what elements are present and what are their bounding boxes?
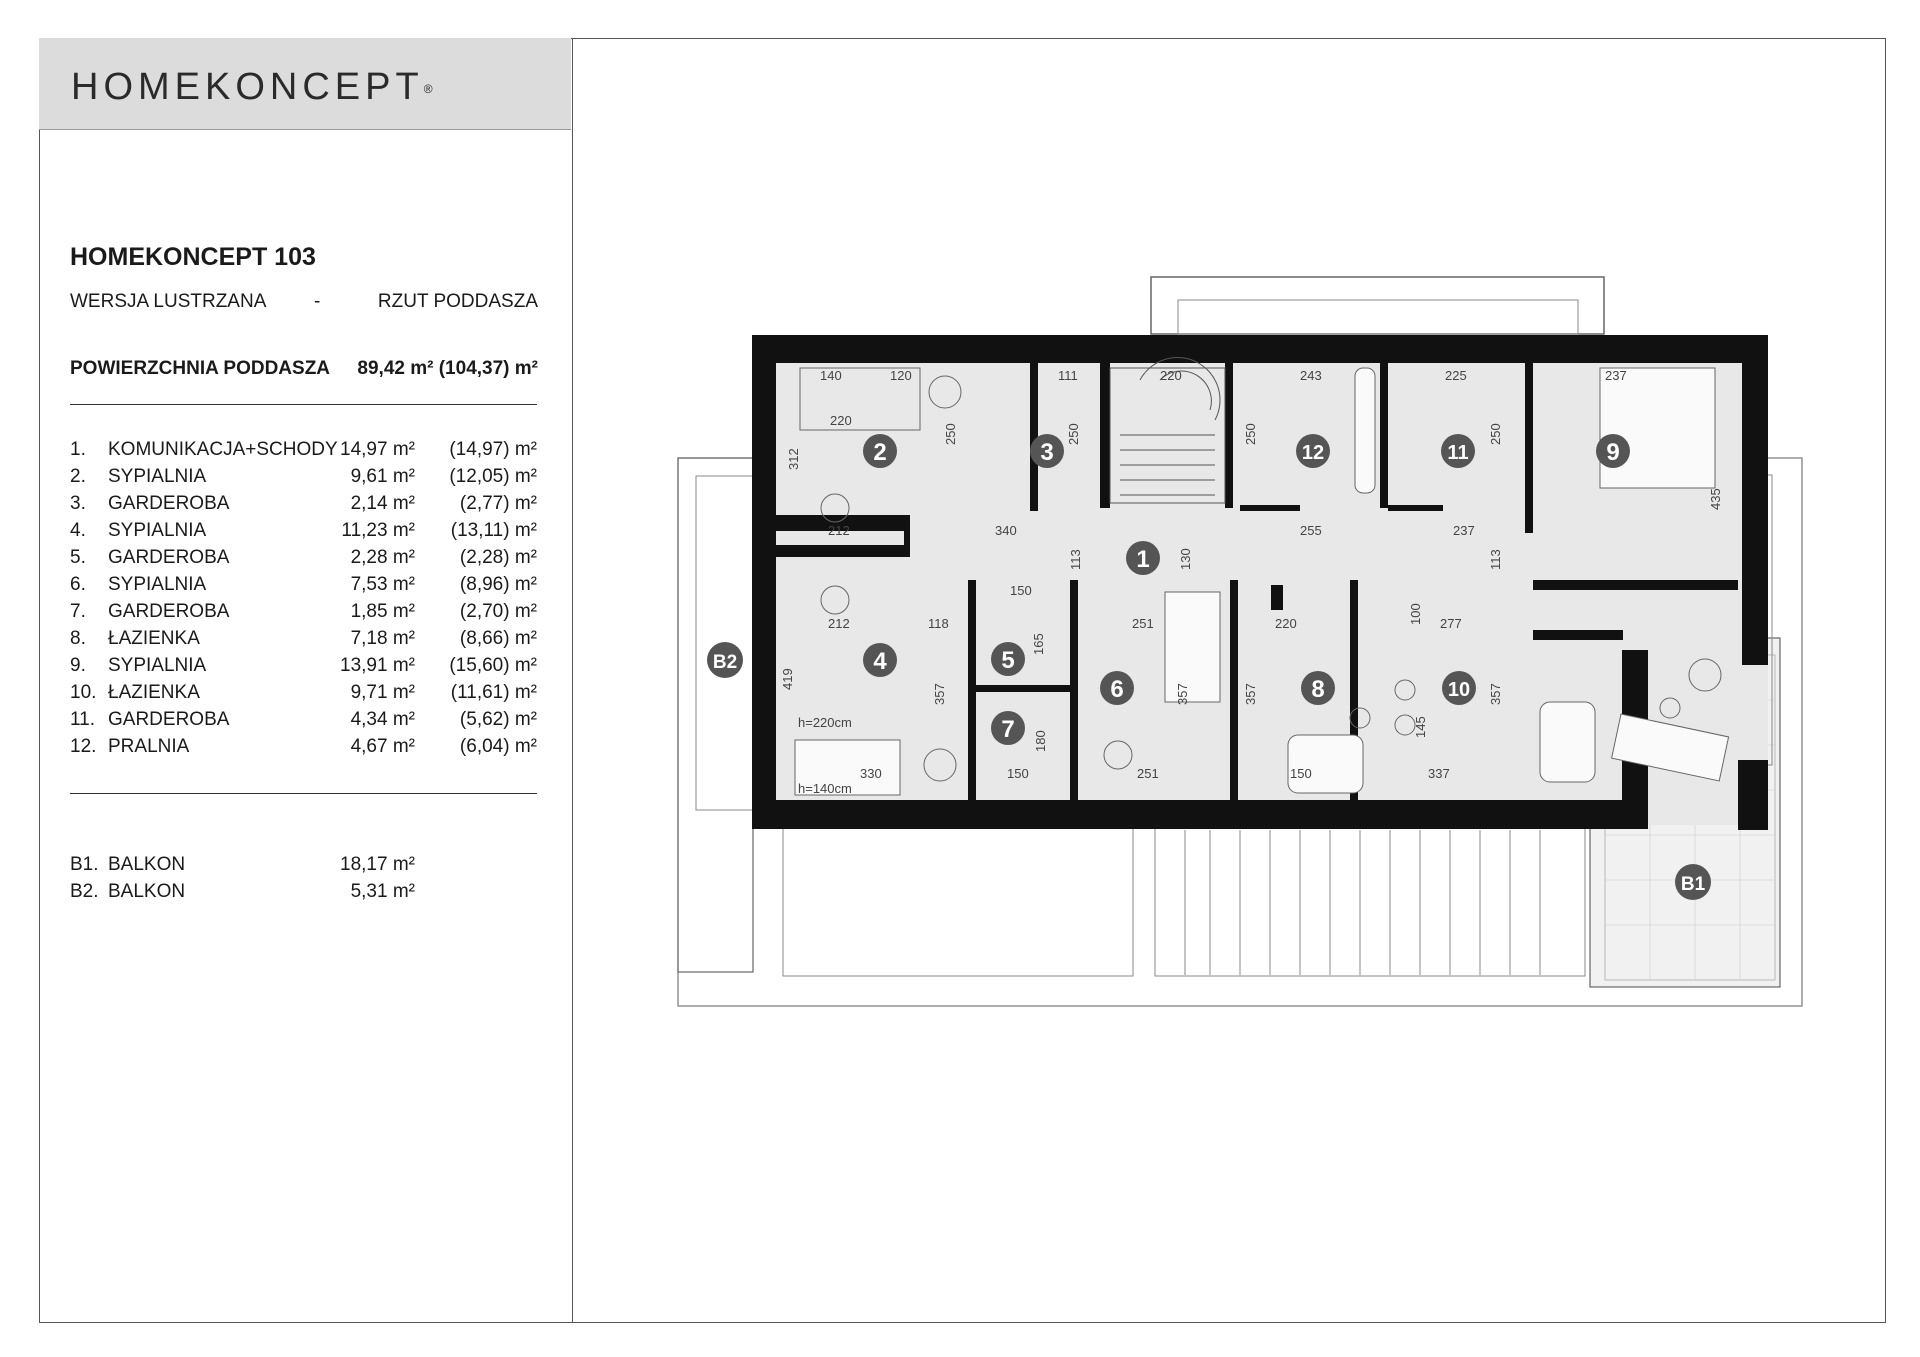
roof-outline-inner [1178,300,1578,334]
dim-label: 165 [1031,633,1046,655]
room-marker [1126,541,1160,575]
dim-label: 419 [780,668,795,690]
dim-label: 225 [1445,368,1467,383]
room-name: GARDEROBA [108,547,230,568]
dim-label: 251 [1137,766,1159,781]
room-name: SYPIALNIA [108,520,207,541]
dim-label: 251 [1132,616,1154,631]
dim-label: 340 [995,523,1017,538]
room-marker [863,434,897,468]
balcony-b2 [678,458,753,972]
balcony-name: BALKON [108,854,186,875]
dim-label: 130 [1178,548,1193,570]
room-marker-label: 6 [1110,676,1124,703]
project-title: HOMEKONCEPT 103 [70,243,316,271]
dim-label: 100 [1408,603,1423,625]
room-area-gross: (14,97) m² [449,439,537,460]
room-num: 3. [70,493,86,514]
dim-label: 212 [828,523,850,538]
balcony-marker [707,642,743,678]
dim-label: 150 [1007,766,1029,781]
dim-label: 180 [1033,730,1048,752]
room-area-gross: (8,96) m² [459,574,537,595]
room-area-gross: (12,05) m² [449,466,537,487]
dim-label: 150 [1290,766,1312,781]
balcony-area: 5,31 m² [350,881,415,902]
dim-label: 330 [860,766,882,781]
room-num: 9. [70,655,86,676]
room-marker [991,642,1025,676]
room-marker [991,711,1025,745]
room-num: 8. [70,628,86,649]
room-name: SYPIALNIA [108,655,207,676]
room-name: KOMUNIKACJA+SCHODY [108,439,338,460]
room-name: PRALNIA [108,736,190,757]
dim-label: h=140cm [798,781,852,796]
dim-label: 250 [1243,423,1258,445]
room-name: SYPIALNIA [108,574,207,595]
dim-label: 435 [1708,488,1723,510]
room-num: 12. [70,736,97,757]
room-area-gross: (15,60) m² [449,655,537,676]
room-area: 13,91 m² [340,655,415,676]
room-marker-label: 2 [873,439,887,466]
room-area: 11,23 m² [341,520,415,541]
room-marker [1030,434,1064,468]
room-marker-label: 1 [1136,546,1150,573]
balcony-num: B1. [70,854,99,875]
room-marker [1442,671,1476,705]
dim-label: 312 [786,448,801,470]
room-num: 4. [70,520,86,541]
room-num: 5. [70,547,86,568]
dim-label: 237 [1605,368,1627,383]
room-name: GARDEROBA [108,709,230,730]
dim-label: 150 [1010,583,1032,598]
dim-label: 220 [1275,616,1297,631]
room-area-gross: (11,61) m² [450,682,537,703]
room-area-gross: (6,04) m² [459,736,537,757]
room-marker-label: 12 [1301,442,1325,464]
dim-label: 113 [1488,549,1503,570]
room-name: SYPIALNIA [108,466,207,487]
version-label: WERSJA LUSTRZANA [70,291,267,312]
dim-label: 277 [1440,616,1462,631]
balcony-marker-label: B1 [1680,874,1706,895]
brand-logo-text: HOMEKONCEPT [71,66,424,108]
dim-label: 357 [1175,683,1190,705]
room-num: 10. [70,682,97,703]
balcony-num: B2. [70,881,99,902]
room-name: GARDEROBA [108,493,230,514]
balcony-marker-label: B2 [712,652,738,673]
dim-label: h=220cm [798,715,852,730]
room-marker [863,643,897,677]
room-area-gross: (5,62) m² [459,709,537,730]
room-area: 4,34 m² [350,709,415,730]
room-area: 1,85 m² [350,601,415,622]
dim-label: 250 [1066,423,1081,445]
dim-label: 113 [1068,549,1083,570]
room-name: ŁAZIENKA [108,628,200,649]
room-name: GARDEROBA [108,601,230,622]
room-num: 7. [70,601,86,622]
room-area: 9,61 m² [350,466,415,487]
dim-label: 255 [1300,523,1322,538]
room-marker-label: 4 [873,648,887,675]
room-marker-label: 11 [1447,442,1469,464]
room-marker-label: 8 [1311,676,1325,703]
dim-label: 145 [1413,716,1428,738]
dim-label: 337 [1428,766,1450,781]
balcony-area: 18,17 m² [340,854,415,875]
room-area: 7,53 m² [350,574,415,595]
view-label: RZUT PODDASZA [377,291,538,312]
dim-label: 120 [890,368,912,383]
total-area-value: 89,42 m² (104,37) m² [357,358,538,379]
room-marker-label: 9 [1606,439,1620,466]
room-area: 14,97 m² [340,439,415,460]
registered-mark: ® [423,81,433,96]
dim-label: 357 [1488,683,1503,705]
room-area-gross: (2,28) m² [459,547,537,568]
dim-label: 250 [1488,423,1503,445]
dim-label: 212 [828,616,850,631]
room-area-gross: (13,11) m² [450,520,537,541]
room-marker-label: 7 [1001,716,1015,743]
room-num: 2. [70,466,86,487]
room-marker [1301,671,1335,705]
room-name: ŁAZIENKA [108,682,200,703]
roof-slats [783,820,1585,976]
dim-label: 357 [932,683,947,705]
dim-label: 237 [1453,523,1475,538]
subtitle-separator: - [314,291,321,312]
room-area: 2,14 m² [350,493,415,514]
room-area-gross: (8,66) m² [459,628,537,649]
room-marker [1296,434,1330,468]
room-marker-label: 10 [1447,679,1471,701]
room-marker-label: 3 [1040,439,1054,466]
dim-label: 220 [830,413,852,428]
roof-outline [1151,277,1604,334]
room-marker [1100,671,1134,705]
room-num: 1. [70,439,86,460]
balcony-marker [1675,864,1711,900]
dim-label: 140 [820,368,842,383]
room-area-gross: (2,77) m² [459,493,537,514]
room-area: 4,67 m² [350,736,415,757]
dim-label: 250 [943,423,958,445]
room-area: 9,71 m² [350,682,415,703]
room-area: 2,28 m² [350,547,415,568]
room-marker [1441,434,1475,468]
room-marker-label: 5 [1001,647,1015,674]
room-area: 7,18 m² [350,628,415,649]
total-area-label: POWIERZCHNIA PODDASZA [70,358,331,379]
dim-label: 357 [1243,683,1258,705]
room-marker [1596,434,1630,468]
room-num: 6. [70,574,86,595]
room-area-gross: (2,70) m² [459,601,537,622]
dim-label: 220 [1160,368,1182,383]
dim-label: 118 [928,616,949,631]
dim-label: 111 [1058,368,1078,383]
dim-label: 243 [1300,368,1322,383]
room-num: 11. [70,709,96,730]
balcony-name: BALKON [108,881,186,902]
